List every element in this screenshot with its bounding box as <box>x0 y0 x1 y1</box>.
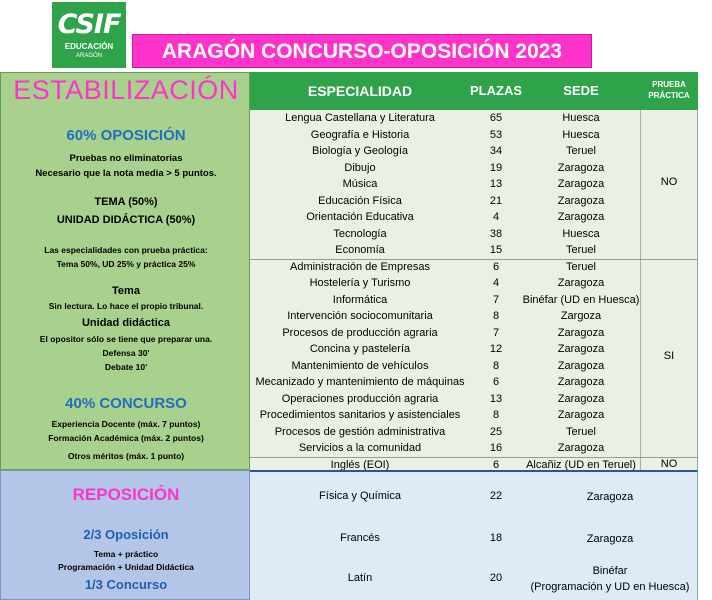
row-plazas: 21 <box>489 194 503 207</box>
row-plazas: 6 <box>492 260 500 273</box>
row-plazas: 13 <box>489 392 503 405</box>
row-sede: Zaragoza <box>557 376 605 388</box>
row-plazas: 7 <box>492 293 500 306</box>
experiencia-docente: Experiencia Docente (máx. 7 puntos) <box>51 419 201 429</box>
row-sede: Zaragoza <box>557 211 605 223</box>
estabilizacion-heading: ESTABILIZACIÓN <box>13 75 239 105</box>
row-especialidad: Economía <box>335 244 385 256</box>
logo-line2: ARAGÓN <box>75 53 102 59</box>
table-row <box>250 424 698 441</box>
table-row <box>250 209 698 226</box>
table-row <box>250 110 698 127</box>
table-row <box>250 127 698 144</box>
group3-prueba-practica: NO <box>660 458 678 470</box>
tema-weight: TEMA (50%) <box>94 196 158 208</box>
row-sede: Zaragoza <box>557 161 605 174</box>
row-plazas: 7 <box>492 326 500 339</box>
defensa-time: Defensa 30' <box>102 348 150 358</box>
table-row <box>250 143 698 160</box>
tema-description: Sin lectura. Lo hace el propio tribunal. <box>48 301 204 311</box>
row-plazas: 16 <box>489 442 503 454</box>
table-row <box>250 259 698 276</box>
table-row <box>250 374 698 391</box>
table-row <box>250 176 698 193</box>
row-especialidad: Intervención sociocomunitaria <box>287 310 433 322</box>
group2-prueba-practica: SI <box>663 350 675 362</box>
row-especialidad: Dibujo <box>344 161 376 174</box>
row-sede: Binéfar <box>592 565 628 577</box>
header-sede: SEDE <box>563 83 599 98</box>
row-especialidad: Inglés (EOI) <box>330 458 390 471</box>
reposicion-table <box>250 470 698 600</box>
row-especialidad: Procesos de gestión administrativa <box>274 425 446 438</box>
row-plazas: 20 <box>489 572 503 584</box>
row-plazas: 53 <box>489 128 503 141</box>
row-sede: Teruel <box>566 425 596 438</box>
row-especialidad: Latín <box>347 572 373 584</box>
row-especialidad: Física y Química <box>319 490 401 502</box>
row-sede: Teruel <box>566 145 596 157</box>
row-sede: Zaragoza <box>557 326 605 339</box>
practica-line1: Las especialidades con prueba práctica: <box>44 245 208 255</box>
row-especialidad: Francés <box>340 532 380 544</box>
formacion-academica: Formación Académica (máx. 2 puntos) <box>48 433 204 443</box>
table-row <box>250 407 698 424</box>
row-plazas: 65 <box>489 112 503 124</box>
row-especialidad: Mantenimiento de vehículos <box>291 359 429 372</box>
row-especialidad: Mecanizado y mantenimiento de máquinas <box>255 376 465 388</box>
row-plazas: 19 <box>489 161 503 174</box>
csif-logo <box>52 2 126 68</box>
oposicion-line1: Pruebas no eliminatorias <box>69 153 183 164</box>
table-row <box>250 325 698 342</box>
row-plazas: 8 <box>492 409 500 421</box>
logo-brand: CSIF <box>57 9 121 40</box>
row-plazas: 4 <box>492 277 500 289</box>
row-sede: Zaragoza <box>557 343 605 355</box>
practica-line2: Tema 50%, UD 25% y práctica 25% <box>56 259 196 269</box>
row-sede: Zaragoza <box>557 194 605 207</box>
row-sede: Zaragoza <box>557 178 605 190</box>
header-especialidad: ESPECIALIDAD <box>307 83 413 99</box>
row-sede: Zaragoza <box>557 392 605 405</box>
reposicion-line1: Tema + práctico <box>93 549 159 559</box>
logo-line1: EDUCACIÓN <box>64 42 114 51</box>
row-especialidad: Procedimientos sanitarios y asistenciales <box>259 409 461 421</box>
row-plazas: 4 <box>492 211 500 223</box>
oposicion-heading: 60% OPOSICIÓN <box>66 127 186 144</box>
row-plazas: 34 <box>489 145 503 157</box>
row-plazas: 6 <box>492 458 500 471</box>
table-row <box>250 242 698 259</box>
row-sede: Teruel <box>566 244 596 256</box>
row-especialidad: Tecnología <box>333 227 387 240</box>
row-sede: Zaragoza <box>557 409 605 421</box>
otros-meritos: Otros méritos (máx. 1 punto) <box>67 451 185 461</box>
table-header <box>250 72 698 110</box>
tema-heading: Tema <box>112 285 140 297</box>
row-sede: Alcañiz (UD en Teruel) <box>526 458 636 471</box>
group1-prueba-practica: NO <box>660 176 678 188</box>
reposicion-panel <box>0 470 250 600</box>
reposicion-oposicion: 2/3 Oposición <box>83 527 169 542</box>
row-especialidad: Hostelería y Turismo <box>309 277 411 289</box>
row-plazas: 13 <box>489 178 503 190</box>
table-row <box>250 440 698 457</box>
row-especialidad: Operaciones producción agraria <box>281 392 439 405</box>
row-sede: Huesca <box>562 128 600 141</box>
table-row <box>250 308 698 325</box>
ud-heading: Unidad didáctica <box>81 317 171 329</box>
oposicion-line2: Necesario que la nota media > 5 puntos. <box>35 168 217 179</box>
table-row <box>250 341 698 358</box>
table-row <box>250 391 698 408</box>
row-plazas: 8 <box>492 359 500 372</box>
table-row <box>250 358 698 375</box>
row-sede: Zaragoza <box>586 491 634 503</box>
estabilizacion-panel <box>0 72 250 470</box>
row-sede: Huesca <box>562 112 600 124</box>
row-especialidad: Informática <box>332 293 388 306</box>
row-sede-detail: (Programación y UD en Huesca) <box>530 581 690 593</box>
row-plazas: 12 <box>489 343 503 355</box>
table-row <box>250 292 698 309</box>
row-sede: Zargoza <box>560 310 602 322</box>
concurso-heading: 40% CONCURSO <box>65 395 187 412</box>
row-plazas: 38 <box>489 227 503 240</box>
row-especialidad: Orientación Educativa <box>306 211 414 223</box>
row-plazas: 15 <box>489 244 503 256</box>
unidad-weight: UNIDAD DIDÁCTICA (50%) <box>56 214 196 226</box>
row-plazas: 22 <box>489 490 503 502</box>
row-sede: Teruel <box>566 260 596 273</box>
row-especialidad: Administración de Empresas <box>289 260 430 273</box>
ud-description: El opositor sólo se tiene que preparar una. <box>39 334 213 344</box>
row-especialidad: Servicios a la comunidad <box>298 442 422 454</box>
header-plazas: PLAZAS <box>470 83 522 98</box>
row-sede: Zaragoza <box>557 442 605 454</box>
row-especialidad: Educación Física <box>318 194 402 207</box>
reposicion-concurso: 1/3 Concurso <box>84 577 168 592</box>
row-sede: Zaragoza <box>557 359 605 372</box>
row-especialidad: Concina y pastelería <box>309 343 411 355</box>
row-plazas: 25 <box>489 425 503 438</box>
table-row <box>250 275 698 292</box>
row-especialidad: Música <box>342 178 378 190</box>
row-sede: Zaragoza <box>586 533 634 545</box>
reposicion-heading: REPOSICIÓN <box>72 485 180 504</box>
estabilizacion-table <box>250 110 698 470</box>
row-especialidad: Lengua Castellana y Literatura <box>285 112 435 124</box>
table-row <box>250 160 698 177</box>
page-title: ARAGÓN CONCURSO-OPOSICIÓN 2023 <box>132 34 592 68</box>
row-sede: Binéfar (UD en Huesca) <box>522 293 640 306</box>
row-plazas: 18 <box>489 532 503 544</box>
row-plazas: 8 <box>492 310 500 322</box>
table-row <box>250 193 698 210</box>
row-especialidad: Biología y Geología <box>311 145 408 157</box>
header-prueba-practica: PRUEBA PRÁCTICA <box>648 80 690 100</box>
row-sede: Zaragoza <box>557 277 605 289</box>
row-plazas: 6 <box>492 376 500 388</box>
row-sede: Huesca <box>562 227 600 240</box>
row-especialidad: Procesos de producción agraria <box>282 326 438 339</box>
reposicion-line2: Programación + Unidad Didáctica <box>58 562 194 572</box>
row-especialidad: Geografía e Historia <box>310 128 410 141</box>
table-row <box>250 226 698 243</box>
debate-time: Debate 10' <box>104 362 148 372</box>
